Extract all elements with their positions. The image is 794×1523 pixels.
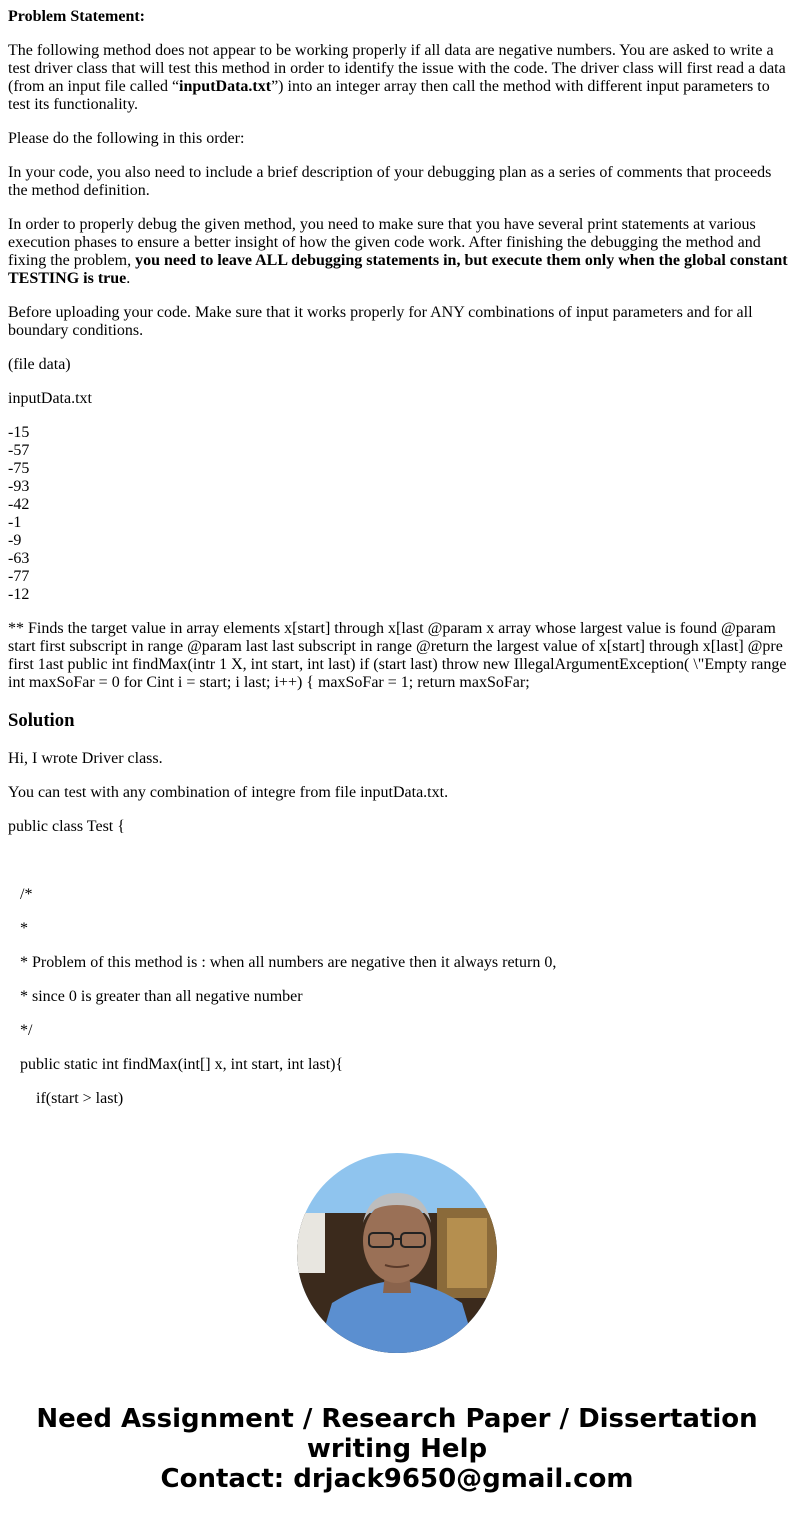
document-body (8, 8, 788, 1124)
method-code-text: ** Finds the target value in array elements x[start] through x[last @param x array whose largest value is found @param start first subscript in range @param last last subscript in range @return the largest value of x[start] through x[last] @pre first 1ast public int findMax(intr 1 X, int start, int last) if (start last) throw new IllegalArgumentException( \"Empty range int maxSoFar = 0 for Cint i = start; i last; i++) { maxSoFar = 1; return maxSoFar; (8, 620, 787, 691)
file-data-label: (file data) (8, 356, 71, 373)
number-list (8, 424, 788, 604)
promo-line-1: Need Assignment / Research Paper / Dissertation (36, 1404, 758, 1434)
number-item: -9 (8, 532, 22, 549)
code-comment-reason: * since 0 is greater than all negative number (20, 988, 303, 1005)
number-item: -63 (8, 550, 30, 567)
problem-paragraph-4 (8, 216, 788, 288)
problem-paragraph-3: In your code, you also need to include a brief description of your debugging plan as a series of comments that proceeds the method definition. (8, 164, 772, 199)
file-name: inputData.txt (8, 390, 92, 407)
code-if-statement: if(start > last) (36, 1090, 124, 1107)
code-method-signature: public static int findMax(int[] x, int start, int last){ (20, 1056, 344, 1073)
number-item: -77 (8, 568, 30, 585)
person-photo (297, 1153, 497, 1353)
number-item: -75 (8, 460, 30, 477)
solution-line-2: You can test with any combination of integre from file inputData.txt. (8, 784, 449, 801)
number-item: -12 (8, 586, 30, 603)
promo-contact: Contact: drjack9650@gmail.com (160, 1464, 634, 1494)
photo-switchboard (297, 1213, 325, 1273)
para4-end: . (126, 270, 131, 287)
problem-paragraph-5: Before uploading your code. Make sure that it works properly for ANY combinations of input parameters and for all boundary conditions. (8, 304, 753, 339)
promo-footer (0, 1404, 794, 1494)
number-item: -42 (8, 496, 30, 513)
promo-line-2: writing Help (306, 1434, 488, 1464)
avatar (297, 1153, 497, 1353)
photo-frame-inner (447, 1218, 487, 1288)
photo-face (363, 1199, 431, 1283)
para1-text-a: The following method does not appear to be working properly if all data are negative numbers. You are asked to write a test driver class that will test this method in order to identify the issue with the code. The driver class will first read a data (from an input file called “ (8, 42, 786, 95)
problem-paragraph-1 (8, 42, 788, 114)
code-comment-open: /* (20, 886, 33, 903)
para1-text-b: ”) into an integer array then call the method with different input parameters to test its functionality. (8, 78, 770, 113)
blank-line (8, 852, 788, 886)
solution-line-1: Hi, I wrote Driver class. (8, 750, 163, 767)
code-comment-close: */ (20, 1022, 33, 1039)
number-item: -57 (8, 442, 30, 459)
number-item: -93 (8, 478, 30, 495)
code-comment-star: * (20, 920, 28, 937)
solution-line-3: public class Test { (8, 818, 125, 835)
number-item: -1 (8, 514, 22, 531)
para4-text: In order to properly debug the given method, you need to make sure that you have several print statements at various execution phases to ensure a better insight of how the given code work. After finishing the debugging the method and fixing the problem, (8, 216, 761, 269)
number-item: -15 (8, 424, 30, 441)
code-comment-problem: * Problem of this method is : when all numbers are negative then it always return 0, (20, 954, 557, 971)
problem-paragraph-2: Please do the following in this order: (8, 130, 245, 147)
para1-filename: inputData.txt (179, 78, 272, 95)
solution-heading: Solution (8, 710, 75, 731)
para4-bold-text: you need to leave ALL debugging statements in, but execute them only when the global constant TESTING is true (8, 252, 788, 287)
problem-heading: Problem Statement: (8, 8, 145, 25)
